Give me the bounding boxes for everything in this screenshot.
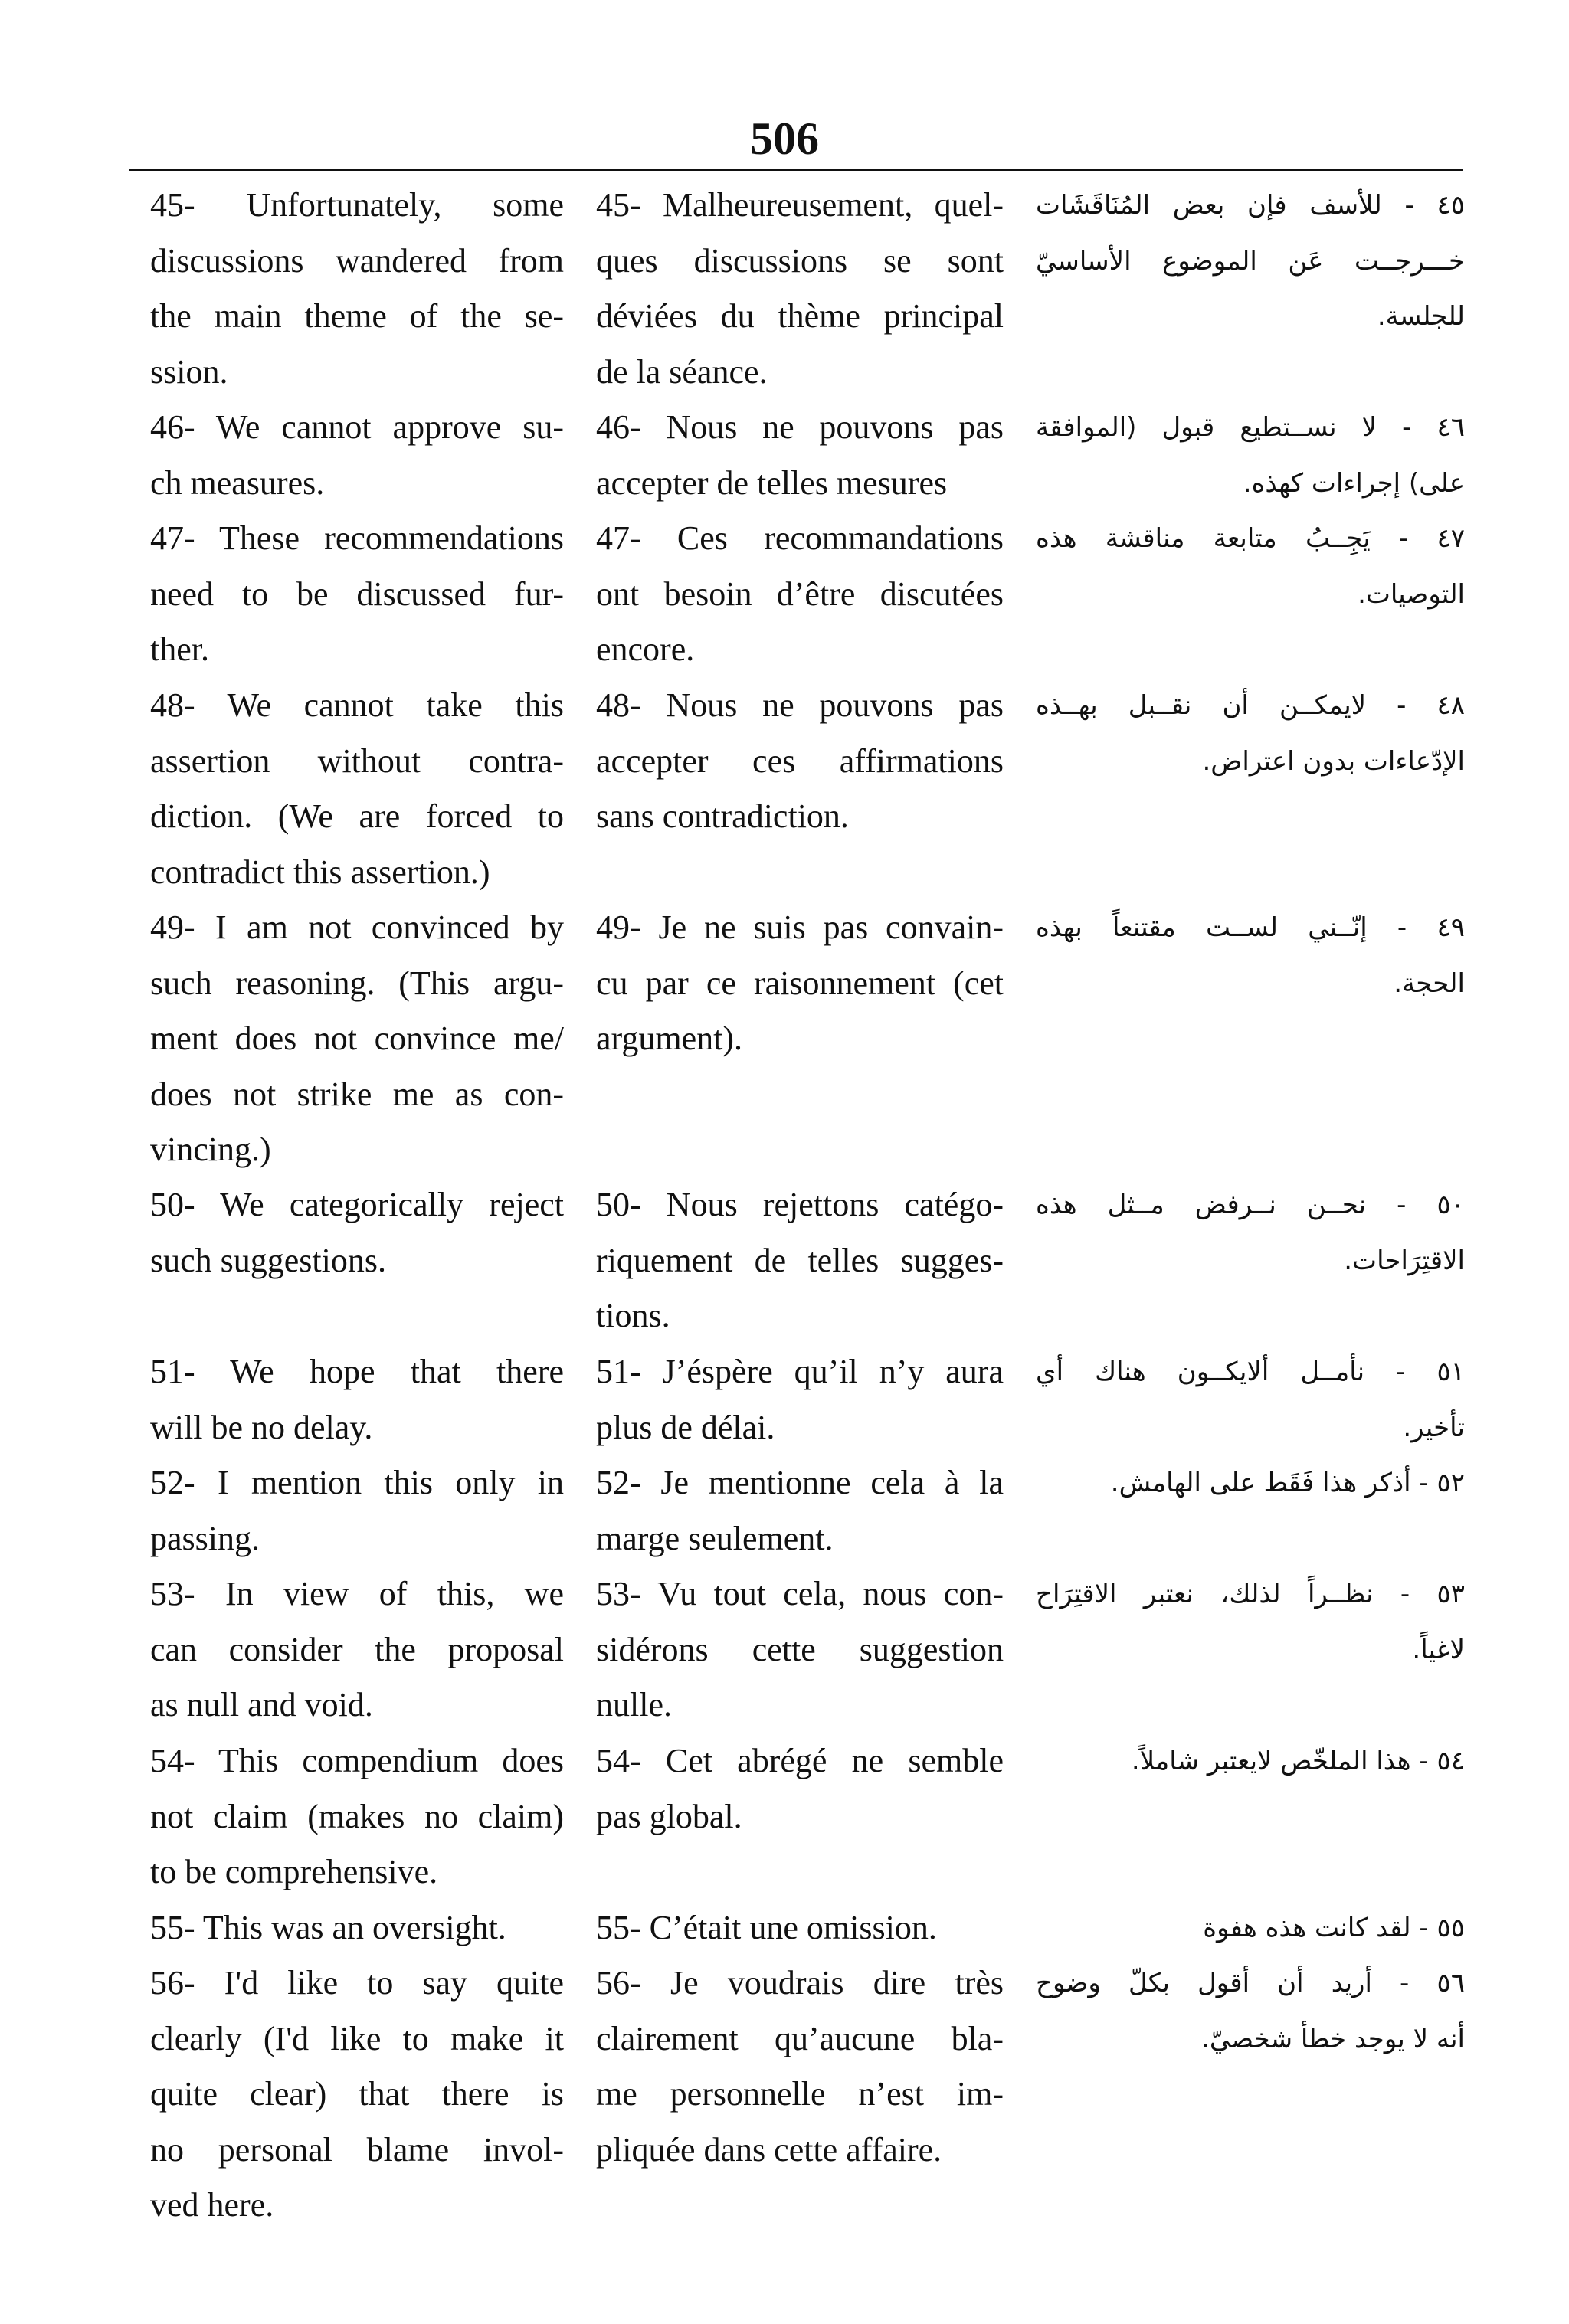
text-line: contradict this assertion.) [150,853,490,891]
french-text [596,1566,1004,1733]
text-line: الحجة. [1394,967,1465,999]
text-line: 54- This compendium does [150,1742,564,1779]
english-text [150,1344,564,1455]
text-line: ٥٣ - نظــراً لذلك، نعتبر الاقتِرَاح [1036,1579,1465,1609]
text-line: ont besoin d’être discutées [596,574,1004,613]
text-line: ٤٧ - يَجِــبُ متابعة مناقشة هذه [1036,523,1465,554]
text-line: 53- In view of this, we [150,1575,564,1612]
text-line: can consider the proposal [150,1630,564,1668]
english-text [150,400,564,511]
arabic-text [1036,1956,1465,2067]
text-line: على) إجراءات كهذه. [1243,467,1465,499]
text-line: passing. [150,1519,260,1557]
text-line: 55- C’était une omission. [596,1909,937,1946]
english-text [150,178,564,400]
text-line: 50- We categorically reject [150,1186,564,1223]
french-text [596,1344,1004,1455]
text-line: diction. (We are forced to [150,797,564,835]
text-line: 50- Nous rejettons catégo- [596,1186,1004,1223]
text-line: ٥٠ - نحــن نــرفض مــثل هذه [1036,1190,1465,1220]
text-line: ٥١ - نأمــل ألايكــون هناك أي [1036,1357,1465,1387]
french-text [596,1455,1004,1566]
arabic-text [1036,1177,1465,1288]
text-line: de la séance. [596,352,768,391]
text-line: خـــرجــت عَن الموضوع الأساسيّ [1036,245,1465,277]
entry-53 [0,1566,1569,1733]
text-line: to be comprehensive. [150,1853,438,1890]
text-line: argument). [596,1020,743,1057]
text-line: الاقتِرَاحات. [1344,1245,1465,1276]
english-text [150,1956,564,2234]
text-line: 47- Ces recommandations [596,519,1004,557]
text-line: need to be discussed fur- [150,574,564,613]
page-number: 506 [750,113,819,164]
text-line: assertion without contra- [150,741,564,780]
entry-52 [0,1455,1569,1566]
arabic-text [1036,1566,1465,1678]
arabic-text [1036,511,1465,622]
text-line: ther. [150,630,209,668]
text-line: 51- J’éspère qu’il n’y aura [596,1353,1004,1390]
text-line: 51- We hope that there [150,1353,564,1390]
text-line: clairement qu’aucune bla- [596,2019,1004,2057]
entry-46 [0,400,1569,511]
entry-54 [0,1733,1569,1900]
arabic-text [1036,1900,1465,1956]
text-line: not claim (makes no claim) [150,1797,564,1835]
text-line: 48- Nous ne pouvons pas [596,686,1004,724]
entry-47 [0,511,1569,678]
text-line: ٥٥ - لقد كانت هذه هفوة [1203,1913,1465,1943]
french-text [596,1733,1004,1844]
text-line: للجلسة. [1377,301,1465,332]
text-line: accepter de telles mesures [596,463,948,502]
english-text [150,1733,564,1900]
arabic-text [1036,900,1465,1011]
text-line: déviées du thème principal [596,297,1004,335]
french-text [596,1956,1004,2178]
text-line: such suggestions. [150,1241,386,1279]
entry-48 [0,678,1569,900]
text-line: no personal blame invol- [150,2130,564,2169]
text-line: 46- Nous ne pouvons pas [596,408,1004,446]
text-line: ٤٨ - لايمكــن أن نقــبل بهــذه [1036,690,1465,721]
text-line: ٥٦ - أريد أن أقول بكلّ وضوح [1036,1968,1465,1998]
text-line: pliquée dans cette affaire. [596,2130,942,2169]
english-text [150,900,564,1178]
french-text [596,1900,1004,1956]
text-line: as null and void. [150,1686,373,1723]
text-line: does not strike me as con- [150,1075,564,1113]
english-text [150,511,564,678]
text-line: discussions wandered from [150,241,564,280]
text-line: 46- We cannot approve su- [150,408,564,446]
text-line: 47- These recommendations [150,519,564,557]
text-line: ment does not convince me/ [150,1020,564,1057]
text-line: 48- We cannot take this [150,686,564,724]
arabic-text [1036,178,1465,345]
arabic-text [1036,1455,1465,1511]
french-text [596,511,1004,678]
text-line: will be no delay. [150,1408,373,1446]
text-line: ved here. [150,2186,274,2224]
english-text [150,1177,564,1288]
text-line: encore. [596,630,695,668]
text-line: ques discussions se sont [596,241,1004,280]
text-line: 55- This was an oversight. [150,1909,506,1946]
text-line: tions. [596,1297,670,1334]
entry-45 [0,178,1569,400]
arabic-text [1036,400,1465,511]
text-line: clearly (I'd like to make it [150,2019,564,2057]
text-line: أنه لا يوجد خطأ شخصيّ. [1201,2023,1465,2054]
text-line: 49- I am not convinced by [150,908,564,946]
header-rule [129,169,1463,171]
text-line: accepter ces affirmations [596,741,1004,780]
text-line: such reasoning. (This argu- [150,964,564,1002]
entry-50 [0,1177,1569,1344]
arabic-text [1036,1344,1465,1455]
text-line: 52- Je mentionne cela à la [596,1464,1004,1501]
text-line: تأخير. [1403,1412,1465,1443]
entry-49 [0,900,1569,1177]
text-line: ch measures. [150,463,325,502]
entry-55 [0,1900,1569,1956]
french-text [596,900,1004,1067]
text-line: ٤٩ - إنّــني لســت مقتنعاً بهذه [1036,912,1465,943]
text-line: 52- I mention this only in [150,1464,564,1501]
english-text [150,1455,564,1566]
entry-51 [0,1344,1569,1455]
text-line: plus de délai. [596,1408,775,1446]
text-line: التوصيات. [1358,578,1465,610]
text-line: the main theme of the se- [150,297,564,335]
text-line: 45- Unfortunately, some [150,186,564,224]
text-line: sidérons cette suggestion [596,1630,1004,1668]
text-line: 53- Vu tout cela, nous con- [596,1575,1004,1612]
text-line: ٥٢ - أذكر هذا فَقَط على الهامش. [1110,1468,1465,1498]
text-line: ssion. [150,352,228,391]
text-line: nulle. [596,1686,672,1723]
text-line: sans contradiction. [596,797,849,835]
phrase-table [0,178,1569,2233]
french-text [596,178,1004,400]
arabic-text [1036,1733,1465,1789]
text-line: me personnelle n’est im- [596,2075,1004,2113]
text-line: 54- Cet abrégé ne semble [596,1742,1004,1779]
text-line: pas global. [596,1797,742,1835]
english-text [150,678,564,900]
entry-56 [0,1956,1569,2233]
text-line: لاغياً. [1412,1634,1465,1665]
text-line: 49- Je ne suis pas convain- [596,908,1004,946]
text-line: ٤٦ - لا نســتطيع قبول (الموافقة [1036,412,1465,443]
english-text [150,1566,564,1733]
text-line: 56- I'd like to say quite [150,1964,564,2002]
text-line: cu par ce raisonnement (cet [596,964,1004,1002]
text-line: ٥٤ - هذا الملخّص لايعتبر شاملاً. [1131,1746,1465,1776]
text-line: ٤٥ - للأسف فإن بعض المُنَاقَشَات [1036,190,1465,221]
english-text [150,1900,564,1956]
text-line: quite clear) that there is [150,2075,564,2113]
text-line: riquement de telles sugges- [596,1241,1004,1279]
french-text [596,678,1004,845]
french-text [596,1177,1004,1344]
text-line: الإدّعاءات بدون اعتراض. [1202,745,1465,777]
text-line: 45- Malheureusement, quel- [596,186,1004,224]
text-line: 56- Je voudrais dire très [596,1964,1004,2002]
arabic-text [1036,678,1465,789]
text-line: vincing.) [150,1131,271,1168]
text-line: marge seulement. [596,1519,834,1557]
french-text [596,400,1004,511]
